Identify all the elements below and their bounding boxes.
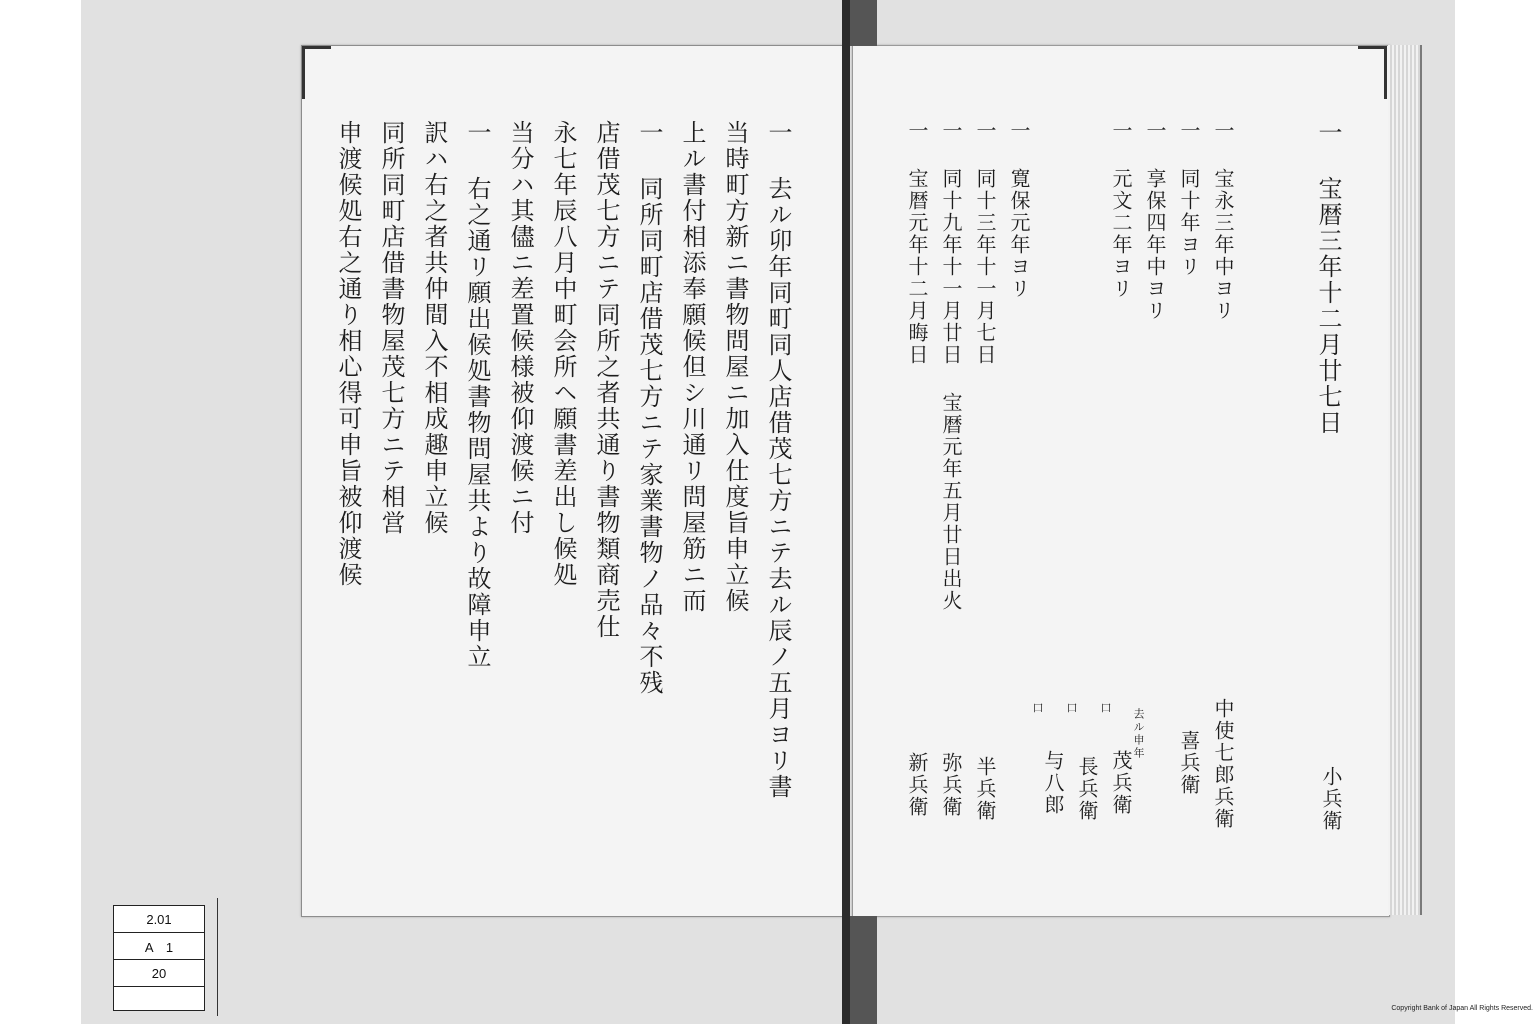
- left-col-6: 永七年辰八月中町会所ヘ願書差出し候処: [549, 120, 577, 588]
- catalog-label-row-2: A 1: [114, 933, 204, 960]
- footer-label: 小兵衛: [1319, 766, 1343, 832]
- list-item-3: 一 享保四年中ヨリ: [1143, 120, 1167, 322]
- catalog-label: [113, 905, 205, 1011]
- name-5: 与八郎: [1041, 750, 1065, 816]
- list-item-8: 一 宝暦元年十二月晦日: [905, 120, 929, 366]
- right-corner-mark: [1358, 46, 1387, 99]
- left-corner-mark: [302, 46, 331, 99]
- list-item-4: 一 元文二年ヨリ: [1109, 120, 1133, 300]
- catalog-label-row-1: 2.01: [114, 906, 204, 933]
- left-col-7: 当分ハ其儘ニ差置候様被仰渡候ニ付: [506, 120, 534, 536]
- mark-2: 口: [1065, 702, 1078, 715]
- name-7: 弥兵衛: [939, 752, 963, 818]
- name-8: 新兵衛: [905, 752, 929, 818]
- left-col-11: 申渡候処右之通り相心得可申旨被仰渡候: [334, 120, 362, 588]
- left-col-2: 当時町方新ニ書物問屋ニ加入仕度旨申立候: [721, 120, 749, 614]
- left-col-1: 一 去ル卯年同町同人店借茂七方ニテ去ル辰ノ五月ヨリ書: [764, 120, 792, 800]
- spine-tab-top: [850, 0, 877, 46]
- copyright-notice: Copyright Bank of Japan All Rights Reserved.: [1391, 1005, 1533, 1012]
- list-item-2: 一 同十年ヨリ: [1177, 120, 1201, 278]
- mark-1: 口: [1099, 702, 1112, 715]
- spine-tab-bottom: [850, 916, 877, 1024]
- left-col-3: 上ル書付相添奉願候但シ川通リ問屋筋ニ而: [678, 120, 706, 614]
- list-item-1: 一 宝永三年中ヨリ: [1211, 120, 1235, 322]
- name-1: 中使七郎兵衛: [1211, 698, 1235, 830]
- left-col-5: 店借茂七方ニテ同所之者共通り書物類商売仕: [592, 120, 620, 640]
- left-col-8: 一 右之通リ願出候処書物問屋共より故障申立: [463, 120, 491, 670]
- right-heading: 一 宝暦三年十二月廿七日: [1314, 120, 1342, 436]
- left-col-4: 一 同所同町店借茂七方ニテ家業書物ノ品々不残: [635, 120, 663, 696]
- list-item-7: 一 同十九年十一月廿日 宝暦元年五月廿日出火: [939, 120, 963, 612]
- catalog-label-row-3: 20: [114, 960, 204, 987]
- left-col-9: 訳ハ右之者共仲間入不相成趣申立候: [420, 120, 448, 536]
- name-3: 茂兵衛: [1109, 750, 1133, 816]
- label-guide-line: [217, 898, 218, 1016]
- mark-3: 口: [1031, 702, 1044, 715]
- name-4: 長兵衛: [1075, 756, 1099, 822]
- catalog-label-row-4: [114, 987, 204, 1013]
- name-2: 喜兵衛: [1177, 730, 1201, 796]
- left-col-10: 同所同町店借書物屋茂七方ニテ相営: [377, 120, 405, 536]
- page-edge-block: [1388, 45, 1422, 915]
- book-spine: [842, 0, 850, 1024]
- list-item-6: 一 同十三年十一月七日: [973, 120, 997, 366]
- small-note: 去ル申年: [1132, 708, 1145, 760]
- name-6: 半兵衛: [973, 756, 997, 822]
- list-item-5: 一 寛保元年ヨリ: [1007, 120, 1031, 300]
